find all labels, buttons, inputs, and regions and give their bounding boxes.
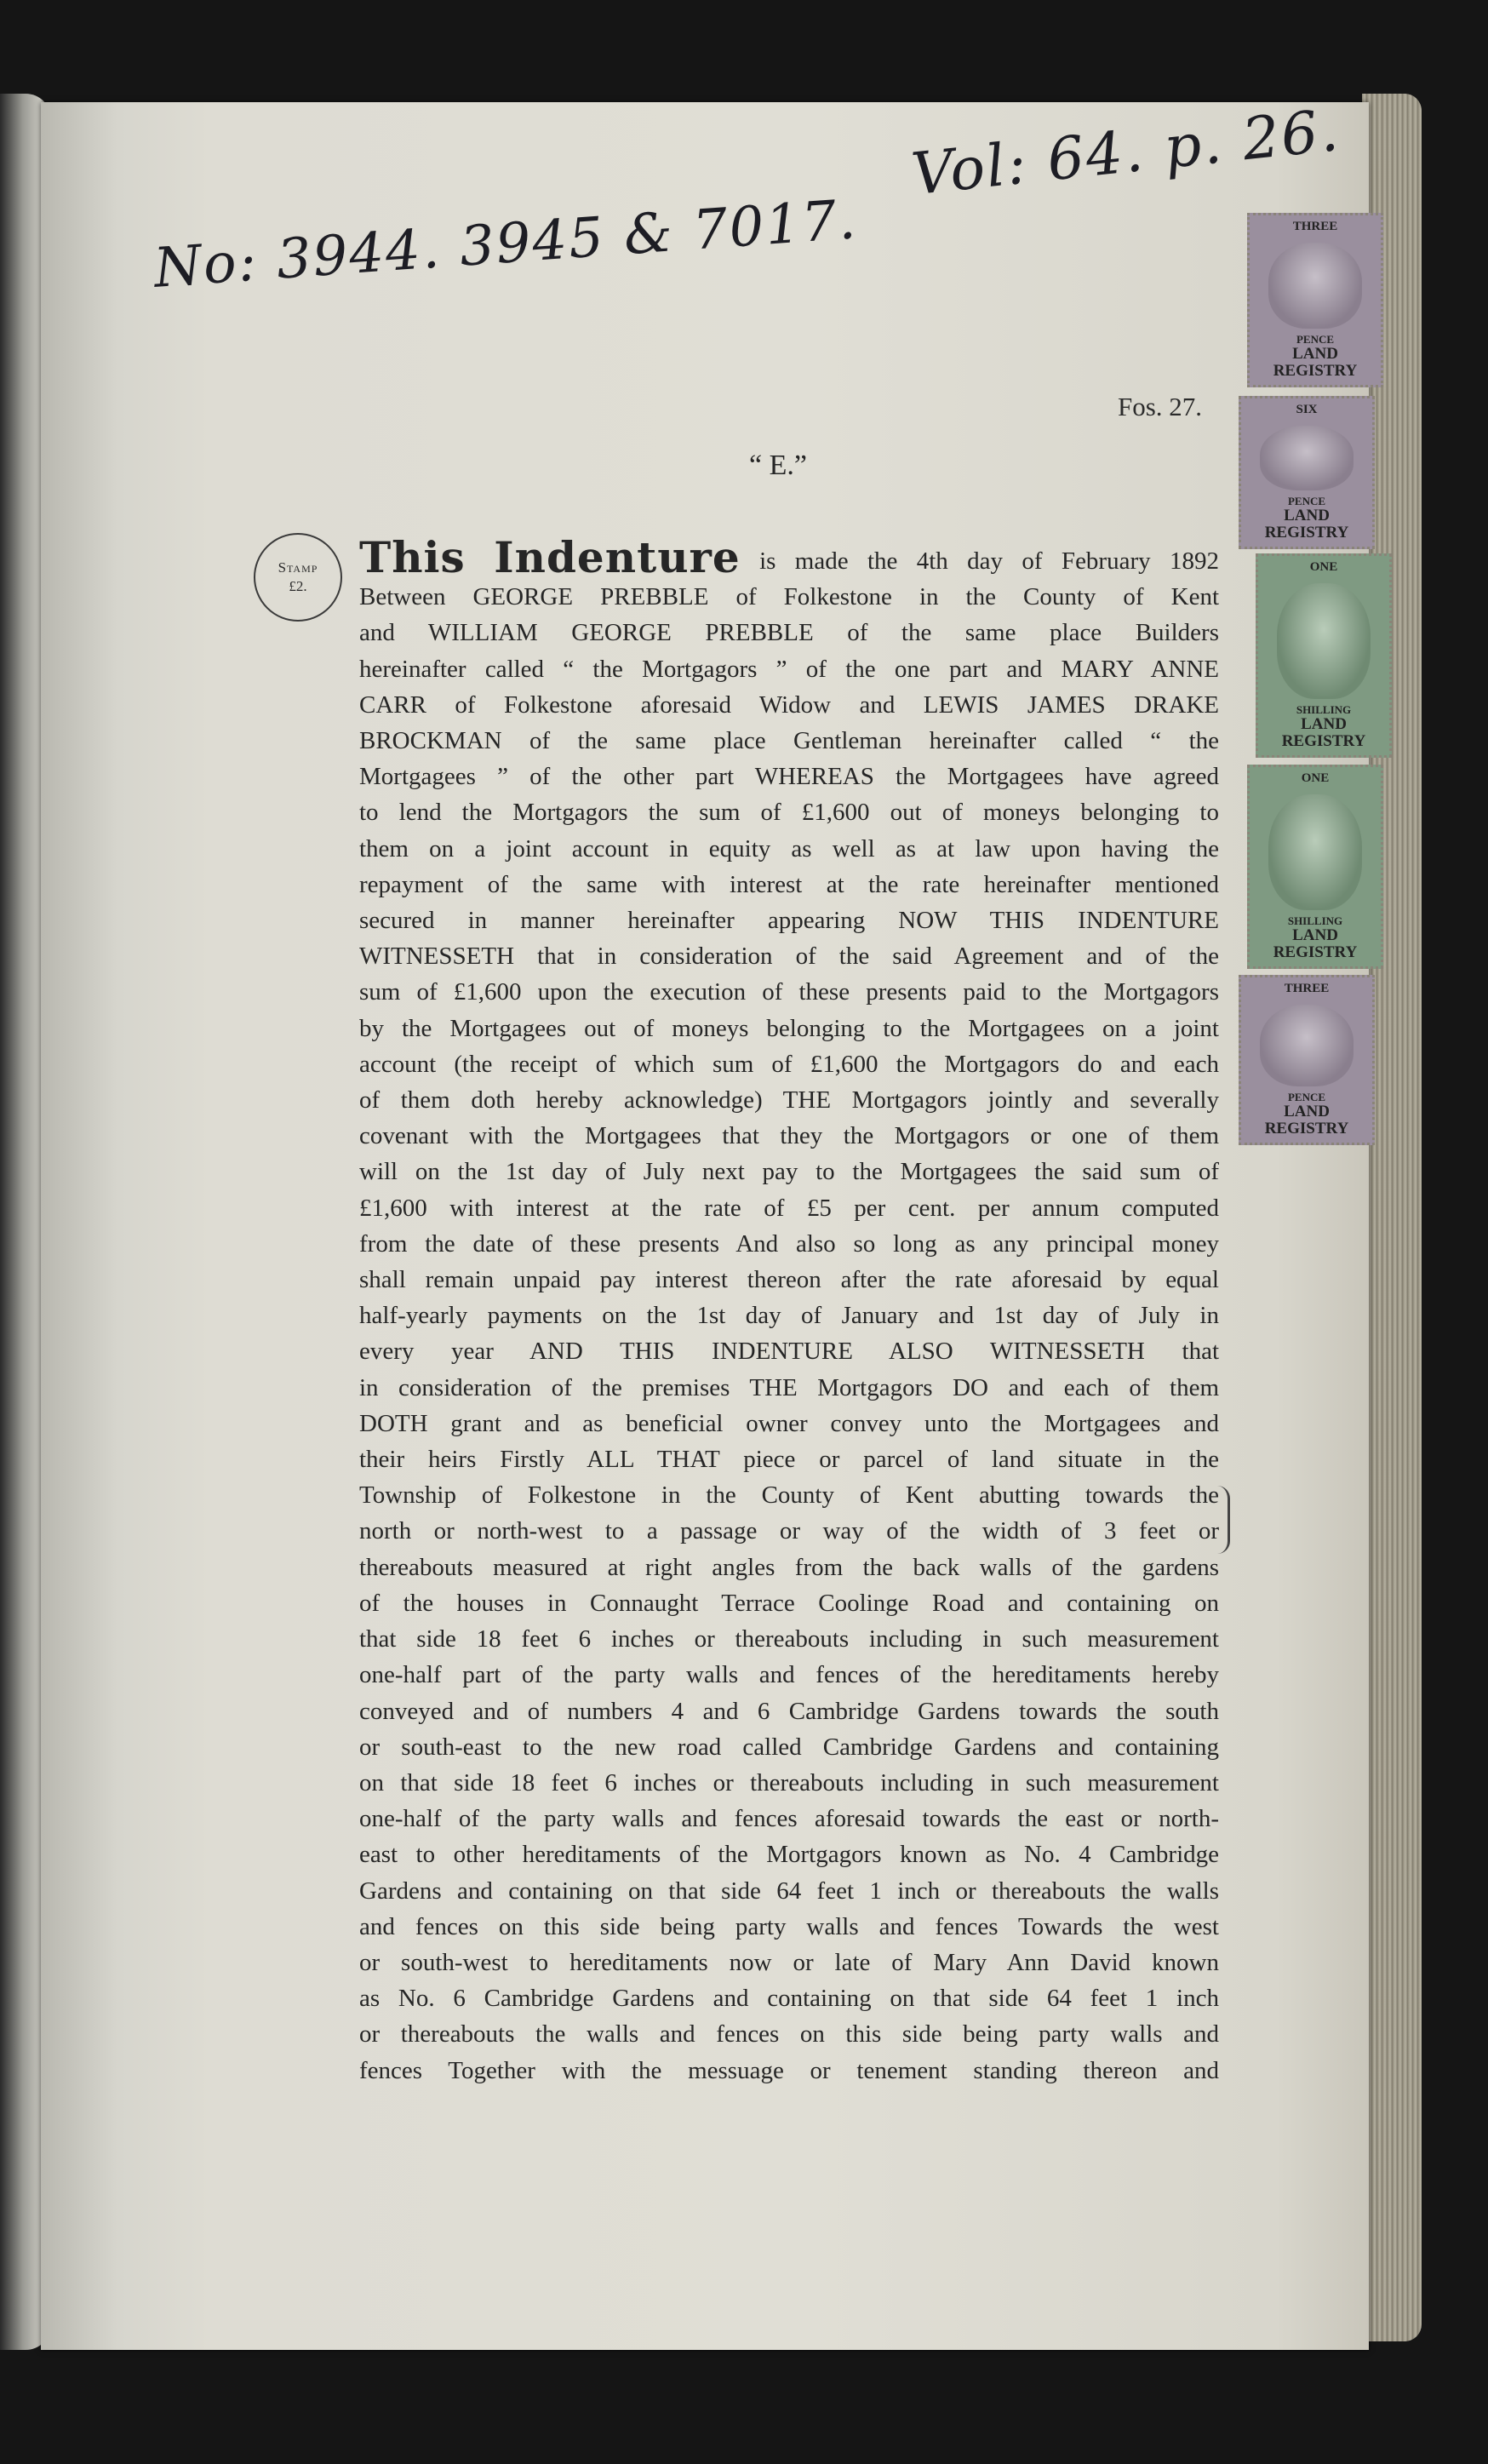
deed-line: Between GEORGE PREBBLE of Folkestone in the County of Kent (359, 583, 1219, 611)
stamp-label-registry: REGISTRY (1273, 362, 1358, 381)
land-registry-stamp (1247, 213, 1383, 387)
deed-line: or south-west to hereditaments now or late of Mary Ann David known (359, 1948, 1219, 1976)
deed-line-1 (359, 540, 1219, 579)
duty-stamp-circle (254, 533, 342, 622)
deed-line: Township of Folkestone in the County of Kent abutting towards the (359, 1481, 1219, 1510)
deed-line: to lend the Mortgagors the sum of £1,600 out of moneys belonging to (359, 799, 1219, 827)
deed-lines (359, 579, 1219, 2089)
deed-line: in consideration of the premises THE Mortgagors DO and each of them (359, 1373, 1219, 1401)
queen-portrait-icon (1268, 794, 1363, 911)
land-registry-stamp (1256, 553, 1392, 758)
deed-line: BROCKMAN of the same place Gentleman hereinafter called “ the (359, 727, 1219, 755)
stamp-denomination-unit: PENCE (1287, 495, 1326, 508)
deed-line: and WILLIAM GEORGE PREBBLE of the same place Builders (359, 619, 1219, 647)
stamp-label-land: LAND (1292, 345, 1338, 364)
margin-bracket-mark (1217, 1486, 1230, 1554)
queen-portrait-icon (1260, 1005, 1354, 1087)
deed-line: on that side 18 feet 6 inches or thereabouts including in such measurement (359, 1768, 1219, 1796)
deed-line: half-yearly payments on the 1st day of January and 1st day of July in (359, 1302, 1219, 1330)
stamp-denomination: THREE (1292, 220, 1338, 233)
deed-line: will on the 1st day of July next pay to the Mortgagees the said sum of (359, 1158, 1219, 1186)
deed-line: them on a joint account in equity as well as at law upon having the (359, 834, 1219, 862)
stamp-label-registry: REGISTRY (1273, 943, 1358, 962)
deed-line: Mortgagees ” of the other part WHEREAS the Mortgagees have agreed (359, 763, 1219, 791)
deed-line: fences Together with the messuage or tenement standing thereon and (359, 2056, 1219, 2084)
deed-line: account (the receipt of which sum of £1,600 the Mortgagors do and each (359, 1050, 1219, 1078)
deed-line: £1,600 with interest at the rate of £5 per cent. per annum computed (359, 1194, 1219, 1222)
queen-portrait-icon (1277, 583, 1371, 700)
duty-stamp-word: Stamp (278, 559, 318, 576)
deed-line: or south-east to the new road called Cambridge Gardens and containing (359, 1733, 1219, 1761)
deed-line: that side 18 feet 6 inches or thereabouts including in such measurement (359, 1625, 1219, 1653)
stamp-label-registry: REGISTRY (1281, 732, 1366, 751)
deed-line: CARR of Folkestone aforesaid Widow and LEWIS JAMES DRAKE (359, 690, 1219, 719)
stamp-denomination-unit: PENCE (1296, 333, 1335, 347)
numbers-reference-handwriting: No: 3944. 3945 & 7017. (152, 188, 860, 301)
duty-stamp-amount: £2. (289, 578, 307, 594)
deed-line: of them doth hereby acknowledge) THE Mortgagors jointly and severally (359, 1086, 1219, 1115)
queen-portrait-icon (1260, 426, 1354, 491)
deed-line: DOTH grant and as beneficial owner convey unto the Mortgagees and (359, 1409, 1219, 1437)
stamp-denomination-unit: SHILLING (1287, 914, 1343, 928)
deed-line: secured in manner hereinafter appearing NOW THIS INDENTURE (359, 907, 1219, 935)
queen-portrait-icon (1268, 243, 1363, 329)
land-registry-stamp (1239, 975, 1375, 1145)
deed-line: hereinafter called “ the Mortgagors ” of the one part and MARY ANNE (359, 655, 1219, 683)
deed-line: WITNESSETH that in consideration of the said Agreement and of the (359, 943, 1219, 971)
stamp-denomination-unit: PENCE (1287, 1091, 1326, 1104)
stamp-label-registry: REGISTRY (1264, 524, 1349, 542)
deed-line: east to other hereditaments of the Mortgagors known as No. 4 Cambridge (359, 1841, 1219, 1869)
stamp-denomination-unit: SHILLING (1296, 703, 1352, 717)
section-heading: “ E.” (749, 450, 807, 481)
deed-line: and fences on this side being party walls and fences Towards the west (359, 1912, 1219, 1940)
deed-line: Gardens and containing on that side 64 feet 1 inch or thereabouts the walls (359, 1877, 1219, 1905)
deed-line: from the date of these presents And also so long as any principal money (359, 1229, 1219, 1258)
folio-number: Fos. 27. (1118, 392, 1203, 421)
deed-line: shall remain unpaid pay interest thereon after the rate aforesaid by equal (359, 1266, 1219, 1294)
land-registry-stamp (1239, 396, 1375, 549)
stamp-denomination: SIX (1296, 403, 1318, 416)
deed-line: every year AND THIS INDENTURE ALSO WITNESSETH that (359, 1338, 1219, 1366)
deed-line: one-half of the party walls and fences aforesaid towards the east or north- (359, 1805, 1219, 1833)
deed-line: north or north-west to a passage or way of the width of 3 feet or (359, 1517, 1219, 1545)
deed-line: covenant with the Mortgagees that they the Mortgagors or one of them (359, 1122, 1219, 1150)
volume-reference-handwriting: Vol: 64. p. 26. (908, 96, 1343, 209)
deed-line: one-half part of the party walls and fences of the hereditaments hereby (359, 1661, 1219, 1689)
deed-body (359, 540, 1219, 2089)
deed-line: thereabouts measured at right angles from the back walls of the gardens (359, 1553, 1219, 1581)
stamp-label-land: LAND (1292, 926, 1338, 945)
deed-opening-words: This Indenture (359, 540, 741, 580)
stamp-denomination: THREE (1284, 982, 1330, 995)
deed-line: or thereabouts the walls and fences on this side being party walls and (359, 2020, 1219, 2049)
deed-line: of the houses in Connaught Terrace Coolinge Road and containing on (359, 1589, 1219, 1617)
deed-line: repayment of the same with interest at the rate hereinafter mentioned (359, 870, 1219, 898)
deed-line: their heirs Firstly ALL THAT piece or parcel of land situate in the (359, 1446, 1219, 1474)
deed-line-text: is made the 4th day of February 1892 (740, 547, 1219, 575)
stamp-label-land: LAND (1301, 715, 1347, 734)
deed-line: as No. 6 Cambridge Gardens and containing on that side 64 feet 1 inch (359, 1985, 1219, 2013)
deed-line: conveyed and of numbers 4 and 6 Cambridge Gardens towards the south (359, 1697, 1219, 1725)
stamp-denomination: ONE (1301, 771, 1330, 785)
stamp-label-land: LAND (1284, 507, 1330, 525)
land-registry-stamp (1247, 765, 1383, 969)
stamp-label-land: LAND (1284, 1103, 1330, 1121)
deed-line: sum of £1,600 upon the execution of these presents paid to the Mortgagors (359, 978, 1219, 1006)
deed-line: by the Mortgagees out of moneys belonging to the Mortgagees on a joint (359, 1014, 1219, 1042)
stamp-denomination: ONE (1309, 560, 1338, 574)
stamp-label-registry: REGISTRY (1264, 1120, 1349, 1138)
